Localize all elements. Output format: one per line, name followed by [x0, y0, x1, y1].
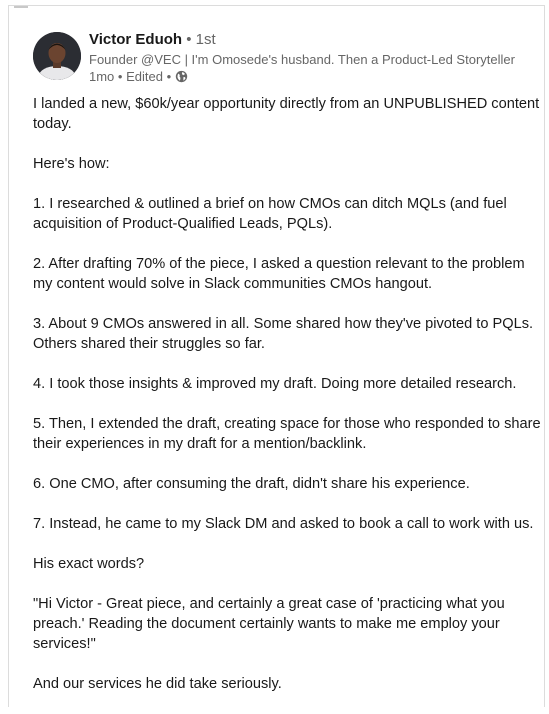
post-age: 1mo	[89, 69, 115, 84]
post-paragraph	[33, 594, 536, 654]
post-header	[33, 30, 534, 90]
post-text-line: their experiences in my draft for a mention/backlink.	[33, 436, 367, 452]
post-text-line: Here's how:	[33, 156, 110, 172]
post-text-line: 3. About 9 CMOs answered in all. Some shared how they've pivoted to PQLs.	[33, 316, 534, 332]
post-paragraph	[33, 514, 536, 534]
author-meta	[89, 30, 534, 85]
post-paragraph	[33, 254, 536, 294]
post-text-line: And our services he did take seriously.	[33, 676, 282, 692]
post-text-line: 4. I took those insights & improved my draft. Doing more detailed research.	[33, 376, 517, 392]
post-text-line: I landed a new, $60k/year opportunity directly from an UNPUBLISHED content	[33, 96, 540, 112]
author-headline: Founder @VEC | I'm Omosede's husband. Then a Product-Led Storyteller	[89, 52, 515, 67]
post-text-line: Others shared their struggles so far.	[33, 336, 265, 352]
connection-degree: 1st	[195, 31, 216, 48]
post-text-line: 6. One CMO, after consuming the draft, didn't share his experience.	[33, 476, 470, 492]
post-timestamp	[89, 68, 534, 85]
post-text-line: 2. After drafting 70% of the piece, I asked a question relevant to the problem	[33, 256, 525, 272]
post-text-line: preach.' Reading the document certainly wants to make me employ your	[33, 616, 500, 632]
post-body	[33, 94, 541, 714]
post-paragraph	[33, 414, 541, 454]
author-line	[89, 30, 534, 50]
post-text-line: services!"	[33, 636, 96, 652]
post-paragraph	[33, 474, 536, 494]
post-paragraph	[33, 154, 536, 174]
separator-dot: •	[186, 31, 192, 48]
separator-dot: •	[166, 69, 172, 84]
divider	[14, 6, 28, 8]
post-text-line: 7. Instead, he came to my Slack DM and asked to book a call to work with us.	[33, 516, 534, 532]
post-text-line: my content would solve in Slack communities CMOs hangout.	[33, 276, 433, 292]
post-text-line: today.	[33, 116, 72, 132]
post-paragraph	[33, 94, 540, 134]
post-paragraph	[33, 374, 536, 394]
post-text-line: 1. I researched & outlined a brief on how CMOs can ditch MQLs (and fuel	[33, 196, 507, 212]
edited-label: Edited	[126, 69, 163, 84]
post-paragraph	[33, 674, 536, 694]
globe-icon	[175, 70, 188, 83]
post-card	[8, 5, 545, 707]
author-name[interactable]: Victor Eduoh	[89, 31, 183, 48]
post-paragraph	[33, 314, 536, 354]
post-paragraph	[33, 194, 536, 234]
avatar[interactable]	[33, 32, 81, 80]
separator-dot: •	[117, 69, 123, 84]
post-text-line: His exact words?	[33, 556, 145, 572]
post-text-line: "Hi Victor - Great piece, and certainly a great case of 'practicing what you	[33, 596, 505, 612]
post-text-line: 5. Then, I extended the draft, creating space for those who responded to share	[33, 416, 541, 432]
post-paragraph	[33, 554, 536, 574]
post-text-line: acquisition of Product-Qualified Leads, PQLs).	[33, 216, 333, 232]
